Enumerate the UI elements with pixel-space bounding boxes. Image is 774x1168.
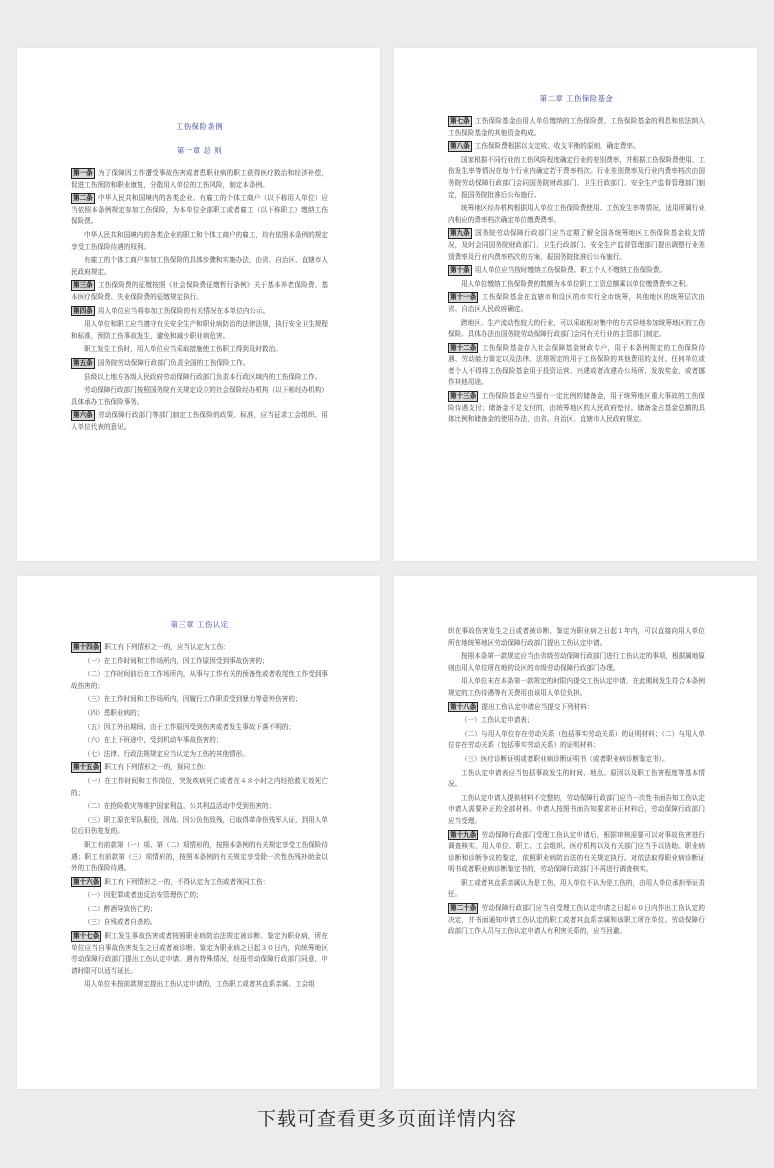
page-body [448, 116, 705, 426]
article-number-label: 第一条 [73, 169, 93, 177]
chapter-title: 第三章 工伤认定 [170, 620, 229, 629]
article-text: （四）患职业病的； [84, 708, 144, 717]
article-paragraph [71, 230, 328, 253]
article-number-label: 第七条 [450, 117, 470, 125]
article-paragraph [71, 280, 328, 303]
article-text: （三）职工原在军队服役，因战、因公负伤致残，已取得革命伤残军人证，到用人单位后旧伤复发的。 [71, 815, 328, 836]
article-text: （二）与用人单位存在劳动关系（包括事实劳动关系）的证明材料；（二）与用人单位存在劳动关系（包括事实劳动关系）的证明材料； [448, 729, 705, 750]
article-text: 用人单位和职工应当遵守有关安全生产和职业病防治的法律法规，执行安全卫生规程和标准，预防工伤事故发生，避免和减少职业病危害。 [71, 320, 328, 340]
article-text: （七）法律、行政法规规定应当认定为工伤的其他情形。 [84, 749, 249, 758]
article-paragraph [71, 410, 328, 433]
article-number-label: 第十二条 [450, 343, 477, 352]
article-paragraph [448, 793, 705, 828]
article-paragraph [448, 903, 705, 938]
article-paragraph [448, 155, 705, 201]
article-text: 工伤保险基金由用人单位缴纳的工伤保险费、工伤保险基金的利息和依法纳入工伤保险基金的其他资金构成。 [448, 117, 705, 137]
article-text: （二）醉酒导致伤亡的； [84, 904, 157, 913]
article-text: （五）因工外出期间，由于工作原因受到伤害或者发生事故下落不明的； [84, 722, 295, 731]
article-text: 为了保障因工作遭受事故伤害或者患职业病的职工获得医疗救治和经济补偿，促进工伤预防和职业康复，分散用人单位的工伤风险，制定本条例。 [71, 169, 328, 189]
document-page-1 [17, 48, 380, 561]
article-paragraph [71, 735, 328, 747]
article-paragraph [71, 358, 328, 370]
article-paragraph [448, 318, 705, 341]
article-paragraph [448, 715, 705, 727]
article-text: 用人单位未在本条第一款规定的时限内提交工伤认定申请，在此期间发生符合本条例规定的工伤待遇等有关费用由该用人单位负担。 [448, 677, 705, 697]
article-text: （二）工作时间前后在工作场所内，从事与工作有关的预备性或者收尾性工作受到事故伤害的； [71, 670, 328, 690]
article-paragraph [71, 815, 328, 838]
article-text: 劳动保障行政部门等部门制定工伤保险的政策、标准，应当征求工会组织、用人单位代表的意见。 [71, 411, 328, 431]
article-paragraph [448, 116, 705, 139]
article-text: 统筹地区经办机构根据用人单位工伤保险费使用、工伤发生率等情况，适用所属行业内相应的费率档次确定单位缴费费率。 [448, 204, 705, 224]
article-paragraph [71, 917, 328, 929]
article-text: （六）在上下班途中，受到机动车事故伤害的； [84, 736, 223, 745]
article-text: 国务院劳动保障行政部门应当定期了解全国各统筹地区工伤保险基金收支情况，及时会同国务院财政部门、卫生行政部门、安全生产监督管理部门提出调整行业差别费率及行业内费率档次的方案，报国务院批准后公布施行。 [448, 229, 705, 261]
article-paragraph [71, 877, 328, 889]
chapter-title: 第二章 工伤保险基金 [539, 94, 614, 103]
article-number-label: 第十条 [450, 266, 470, 275]
article-number-label: 第四条 [73, 306, 93, 315]
article-text: （一）工伤认定申请表； [461, 716, 534, 725]
document-page-3 [17, 576, 380, 1089]
article-text: 中华人民共和国境内的各类企业、有雇工的个体工商户（以下称用人单位）应当依照本条例规定参加工伤保险，为本单位全部职工或者雇工（以下称职工）缴纳工伤保险费。 [71, 194, 328, 226]
article-paragraph [448, 228, 705, 263]
article-paragraph [71, 168, 328, 191]
page-body [71, 642, 328, 991]
article-text: 劳动保障行政部门按照国务院有关规定设立的社会保险经办机构（以下称经办机构）具体承办工伤保险事务。 [71, 386, 328, 406]
article-paragraph [71, 372, 328, 384]
article-paragraph [448, 830, 705, 876]
article-text: （三）自残或者自杀的。 [84, 918, 157, 927]
article-text: 劳动保障行政部门受理工伤认定申请后，根据审核需要可以对事故伤害进行调查核实，用人单位、职工、工会组织、医疗机构以及有关部门应当予以协助。职业病诊断和诊断争议的鉴定，依照职业病防治法的有关规定执行。对依法取得职业病诊断证明书或者职业病诊断鉴定书的，劳动保障行政部门不再进行调查核实。 [448, 830, 705, 874]
article-paragraph [71, 904, 328, 916]
article-text: （一）在工作时间和工作场所内，因工作原因受到事故伤害的； [84, 656, 269, 665]
article-text: （一）因犯罪或者违反治安管理伤亡的； [84, 891, 203, 900]
article-paragraph [71, 979, 328, 991]
article-number-label: 第十四条 [73, 643, 100, 651]
article-number-label: 第十一条 [450, 293, 477, 302]
article-paragraph [448, 878, 705, 901]
article-paragraph [71, 656, 328, 668]
article-text: （三）在工作时间和工作场所内，因履行工作职责受到暴力等意外伤害的； [84, 695, 302, 704]
article-paragraph [71, 722, 328, 734]
article-paragraph [71, 801, 328, 813]
article-text: 职工发生工伤时，用人单位应当采取措施使工伤职工得到及时救治。 [84, 345, 282, 354]
article-paragraph [71, 385, 328, 408]
article-paragraph [71, 890, 328, 902]
article-paragraph [448, 676, 705, 699]
article-paragraph [448, 729, 705, 752]
article-paragraph [448, 343, 705, 389]
article-number-label: 第二条 [73, 194, 93, 203]
document-title: 工伤保险条例 [175, 122, 224, 131]
article-number-label: 第三条 [73, 281, 93, 290]
article-paragraph [71, 306, 328, 318]
article-number-label: 第十七条 [73, 932, 100, 941]
article-text: 有雇工的个体工商户参加工伤保险的具体步骤和实施办法，由省、自治区、直辖市人民政府规定。 [71, 256, 328, 276]
article-number-label: 第十八条 [450, 702, 477, 711]
article-text: （一）在工作时间和工作岗位，突发疾病死亡或者在４８小时之内经抢救无效死亡的； [71, 776, 328, 797]
article-text: 职工发生事故伤害或者按照职业病防治法规定被诊断、鉴定为职业病，所在单位应当自事故伤害发生之日或者被诊断、鉴定为职业病之日起３０日内，向统筹地区劳动保障行政部门提出工伤认定申请。遇有特殊情况，经报劳动保障行政部门同意，申请时限可以适当延长。 [71, 932, 328, 975]
article-text: 工伤认定申请表应当包括事故发生的时间、地点、原因以及职工伤害程度等基本情况。 [448, 768, 705, 789]
page-body [448, 626, 705, 938]
article-text: 职工有前款第（一）项、第（二）项情形的，按照本条例的有关规定享受工伤保险待遇；职工有前款第（三）项情形的，按照本条例的有关规定享受除一次性伤残补助金以外的工伤保险待遇。 [71, 840, 328, 873]
article-text: 职工有下列情形之一的，应当认定为工伤： [104, 643, 230, 651]
article-paragraph [448, 626, 705, 649]
article-number-label: 第十六条 [73, 877, 100, 886]
article-text: 用人单位应当按时缴纳工伤保险费。职工个人不缴纳工伤保险费。 [474, 266, 666, 275]
article-number-label: 第二十条 [450, 904, 477, 913]
article-number-label: 第十三条 [450, 392, 477, 401]
article-paragraph [71, 669, 328, 692]
article-number-label: 第六条 [73, 411, 93, 420]
article-text: 国务院劳动保障行政部门负责全国的工伤保险工作。 [97, 358, 250, 367]
article-text: 用人单位未按前款规定提出工伤认定申请的，工伤职工或者其直系亲属、工会组 [84, 980, 315, 989]
chapter-title: 第一章 总 则 [176, 146, 223, 155]
article-paragraph [448, 651, 705, 674]
article-text: 工伤认定申请人提供材料不完整的，劳动保障行政部门应当一次性书面告知工伤认定申请人需要补正的全部材料。申请人按照书面告知要求补正材料后，劳动保障行政部门应当受理。 [448, 793, 705, 825]
article-text: 用人单位缴纳工伤保险费的数额为本单位职工工资总额乘以单位缴费费率之积。 [461, 279, 692, 288]
document-page-4 [394, 576, 757, 1089]
article-text: 工伤保险基金在直辖市和设区的市实行全市统筹，其他地区的统筹层次由省、自治区人民政府确定。 [448, 293, 705, 313]
article-paragraph [448, 768, 705, 791]
article-text: 工伤保险基金存入社会保障基金财政专户，用于本条例规定的工伤保险待遇、劳动能力鉴定以及法律、法规规定的用于工伤保险的其他费用的支付。任何单位或者个人不得将工伤保险基金用于投资运营、兴建或者改建办公场所、发放奖金，或者挪作其他用途。 [448, 343, 705, 387]
article-text: 工伤保险基金应当留有一定比例的储备金，用于统筹地区重大事故的工伤保险待遇支付；储备金不足支付的，由统筹地区的人民政府垫付。储备金占基金总额的具体比例和储备金的使用办法，由省、自治区、直辖市人民政府规定。 [448, 392, 705, 424]
article-text: 织在事故伤害发生之日或者被诊断、鉴定为职业病之日起１年内，可以直接向用人单位所在地统筹地区劳动保障行政部门提出工伤认定申请。 [448, 627, 705, 647]
article-text: 劳动保障行政部门应当自受理工伤认定申请之日起６０日内作出工伤认定的决定，并书面通知申请工伤认定的职工或者其直系亲属和该职工所在单位。劳动保障行政部门工作人员与工伤认定申请人有利害关系的，应当回避。 [448, 904, 705, 936]
article-paragraph [71, 762, 328, 774]
article-paragraph [448, 279, 705, 291]
article-text: （三）医疗诊断证明或者职业病诊断证明书（或者职业病诊断鉴定书）。 [461, 754, 669, 763]
article-text: 工伤保险费的征缴按照《社会保险费征缴暂行条例》关于基本养老保险费、基本医疗保险费、失业保险费的征缴规定执行。 [71, 281, 328, 301]
page-body [71, 168, 328, 433]
document-page-2 [394, 48, 757, 561]
article-text: 县级以上地方各级人民政府劳动保障行政部门负责本行政区域内的工伤保险工作。 [84, 372, 322, 381]
article-paragraph [71, 694, 328, 706]
article-paragraph [448, 391, 705, 426]
article-text: 国家根据不同行业的工伤风险程度确定行业的差别费率，并根据工伤保险费使用、工伤发生率等情况在每个行业内确定若干费率档次。行业差别费率及行业内费率档次由国务院劳动保障行政部门会同国务院财政部门、卫生行政部门、安全生产监督管理部门制定，报国务院批准后公布施行。 [448, 155, 705, 199]
article-number-label: 第十九条 [450, 830, 477, 839]
article-paragraph [71, 255, 328, 278]
article-text: 用人单位应当将参加工伤保险的有关情况在本单位内公示。 [97, 306, 270, 315]
article-text: （二）在抢险救灾等维护国家利益、公共利益活动中受到伤害的； [84, 802, 276, 811]
article-text: 职工有下列情形之一的，视同工伤： [104, 763, 210, 772]
article-paragraph [71, 193, 328, 228]
article-paragraph [448, 292, 705, 315]
article-paragraph [448, 702, 705, 714]
article-paragraph [448, 141, 705, 153]
download-prompt: 下载可查看更多页面详情内容 [256, 1108, 517, 1130]
article-number-label: 第五条 [73, 358, 93, 367]
article-paragraph [71, 776, 328, 799]
article-text: 按照本条第一款规定应当由省级劳动保障行政部门进行工伤认定的事项，根据属地原则由用人单位所在地的设区的市级劳动保障行政部门办理。 [448, 652, 705, 672]
article-text: 职工或者其直系亲属认为是工伤，用人单位不认为是工伤的，由用人单位承担举证责任。 [448, 878, 705, 899]
article-paragraph [448, 265, 705, 277]
article-paragraph [71, 708, 328, 720]
article-paragraph [71, 642, 328, 654]
article-text: 职工有下列情形之一的，不得认定为工伤或者视同工伤： [104, 877, 270, 886]
article-number-label: 第八条 [450, 142, 470, 151]
article-paragraph [71, 749, 328, 761]
article-text: 跨地区、生产流动性较大的行业，可以采取相对集中的方式异地参加统筹地区的工伤保险。具体办法由国务院劳动保障行政部门会同有关行业的主管部门制定。 [448, 318, 705, 339]
article-text: 提出工伤认定申请应当提交下列材料： [481, 702, 594, 711]
article-text: 中华人民共和国境内的各类企业的职工和个体工商户的雇工，均有依照本条例的规定享受工伤保险待遇的权利。 [71, 230, 328, 251]
article-paragraph [71, 931, 328, 977]
article-number-label: 第九条 [450, 229, 470, 238]
article-number-label: 第十五条 [73, 763, 100, 772]
article-paragraph [71, 840, 328, 875]
article-paragraph [71, 319, 328, 342]
article-text: 工伤保险费根据以支定收、收支平衡的原则，确定费率。 [474, 142, 640, 151]
article-paragraph [448, 754, 705, 766]
article-paragraph [448, 203, 705, 226]
article-paragraph [71, 344, 328, 356]
